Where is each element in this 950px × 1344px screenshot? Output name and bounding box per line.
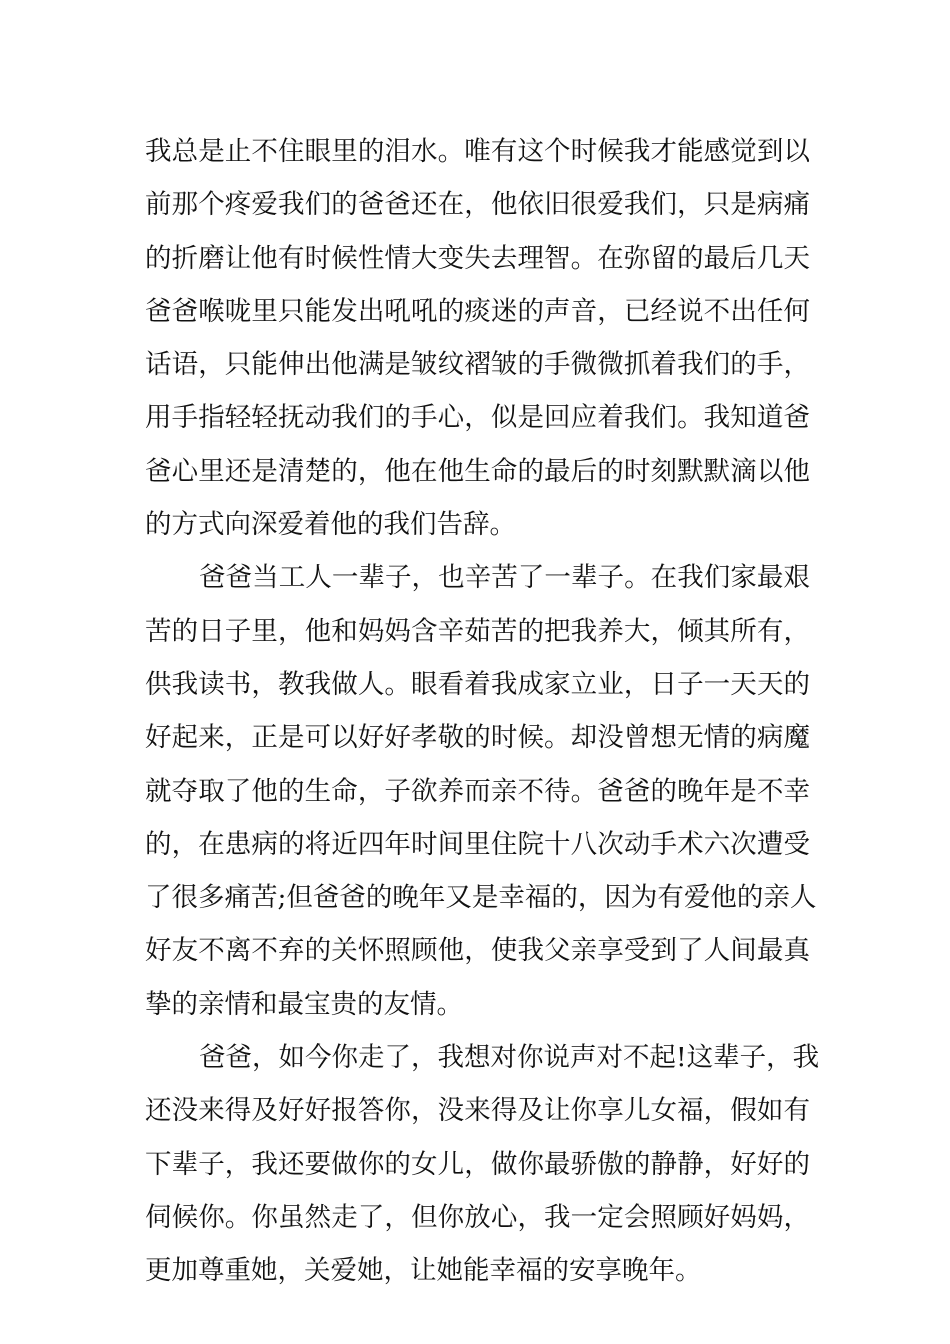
text-line: 苦的日子里，他和妈妈含辛茹苦的把我养大，倾其所有， <box>145 615 810 647</box>
paragraph-2 <box>145 551 817 1031</box>
text-line: 爸爸喉咙里只能发出吼吼的痰迷的声音，已经说不出任何 <box>145 295 810 327</box>
document-body <box>145 125 820 1298</box>
text-line: 话语，只能伸出他满是皱纹褶皱的手微微抓着我们的手， <box>145 349 810 381</box>
paragraph-1 <box>145 125 810 551</box>
text-line: 伺候你。你虽然走了，但你放心，我一定会照顾好妈妈， <box>145 1201 810 1233</box>
paragraph-3 <box>145 1031 820 1297</box>
text-line: 的折磨让他有时候性情大变失去理智。在弥留的最后几天 <box>145 242 810 274</box>
text-line: 挚的亲情和最宝贵的友情。 <box>145 988 463 1020</box>
text-line: 下辈子，我还要做你的女儿，做你最骄傲的静静，好好的 <box>145 1148 810 1180</box>
text-line: 用手指轻轻抚动我们的手心，似是回应着我们。我知道爸 <box>145 402 810 434</box>
text-line: 的方式向深爱着他的我们告辞。 <box>145 509 516 541</box>
text-line: 更加尊重她，关爱她，让她能幸福的安享晚年。 <box>145 1255 702 1287</box>
text-line: 爸心里还是清楚的，他在他生命的最后的时刻默默滴以他 <box>145 455 810 487</box>
text-line: 好起来，正是可以好好孝敬的时候。却没曾想无情的病魔 <box>145 722 810 754</box>
text-line: 爸爸当工人一辈子，也辛苦了一辈子。在我们家最艰 <box>199 562 810 594</box>
text-line: 爸爸，如今你走了，我想对你说声对不起!这辈子，我 <box>199 1042 820 1074</box>
text-line: 还没来得及好好报答你，没来得及让你享儿女福，假如有 <box>145 1095 810 1127</box>
text-line: 了很多痛苦;但爸爸的晚年又是幸福的，因为有爱他的亲人 <box>145 882 817 914</box>
text-line: 好友不离不弃的关怀照顾他，使我父亲享受到了人间最真 <box>145 935 810 967</box>
text-line: 供我读书，教我做人。眼看着我成家立业，日子一天天的 <box>145 668 810 700</box>
text-line: 就夺取了他的生命，子欲养而亲不待。爸爸的晚年是不幸 <box>145 775 810 807</box>
text-line: 我总是止不住眼里的泪水。唯有这个时候我才能感觉到以 <box>145 136 810 167</box>
text-line: 前那个疼爱我们的爸爸还在，他依旧很爱我们，只是病痛 <box>145 189 810 221</box>
text-line: 的，在患病的将近四年时间里住院十八次动手术六次遭受 <box>145 828 810 860</box>
